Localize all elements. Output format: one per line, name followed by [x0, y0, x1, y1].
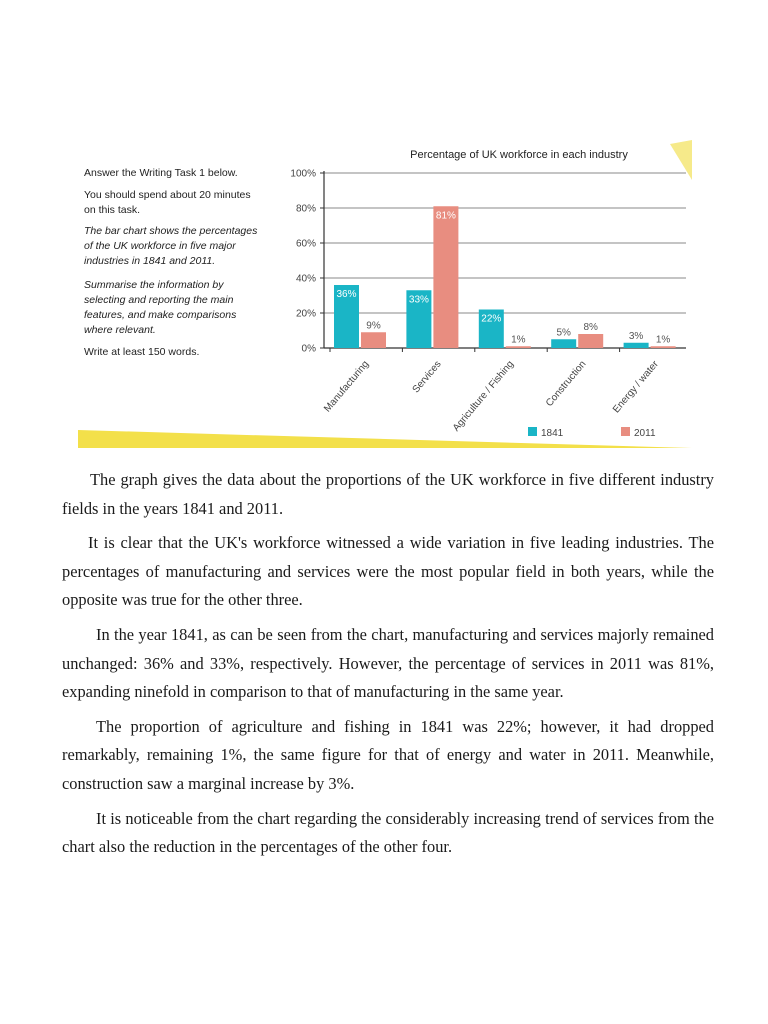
bar-1841	[551, 339, 576, 348]
legend-label-1841: 1841	[541, 428, 564, 439]
legend-swatch-2011	[621, 427, 630, 436]
data-label: 3%	[628, 330, 644, 342]
legend	[528, 427, 656, 439]
data-label: 81%	[435, 210, 456, 222]
legend-swatch-1841	[528, 427, 537, 436]
chart-title: Percentage of UK workforce in each industry	[410, 149, 628, 161]
y-tick-label: 20%	[295, 308, 316, 320]
yellow-stripe-top	[670, 140, 692, 180]
y-tick-label: 0%	[301, 343, 316, 355]
bar-2011	[651, 346, 676, 348]
bar-2011	[578, 334, 603, 348]
essay-paragraph: It is noticeable from the chart regarding the considerably increasing trend of services from the chart also the reduction in the percentages of the other four.	[62, 808, 714, 857]
legend-label-2011: 2011	[634, 428, 656, 439]
y-tick-label: 100%	[290, 168, 316, 180]
bar-2011	[506, 346, 531, 348]
essay-paragraph: The proportion of agriculture and fishing in 1841 was 22%; however, it had dropped remarkably, remaining 1%, the same figure for that of energy and water in 2011. Meanwhile, construction saw a marginal increase by 3%.	[62, 716, 714, 793]
category-label: Manufacturing	[322, 358, 372, 415]
essay-paragraph: In the year 1841, as can be seen from the chart, manufacturing and services majorly remained unchanged: 36% and 33%, respectively. However, the percentage of services in 2011 was 81%, expanding ninefold in comparison to that of manufacturing in the same year.	[62, 624, 714, 702]
data-label: 9%	[366, 320, 381, 332]
category-label: Services	[410, 358, 444, 396]
data-label: 1%	[511, 334, 526, 346]
y-tick-label: 40%	[295, 273, 316, 285]
data-label: 36%	[336, 289, 357, 300]
task-figure-svg	[78, 140, 692, 448]
essay-paragraph: It is clear that the UK's workforce witnessed a wide variation in five leading industries. The percentages of manufacturing and services were the most popular field in both years, while the opposite was true for the other three.	[62, 533, 714, 610]
chart-area	[290, 169, 686, 434]
y-tick-label: 60%	[295, 238, 316, 250]
task-instructions	[84, 167, 258, 358]
essay	[62, 466, 714, 868]
task-line: Write at least 150 words.	[84, 346, 200, 358]
data-label: 22%	[481, 313, 502, 325]
task-summary-line: where relevant.	[84, 324, 156, 336]
task-desc-line: of the UK workforce in five major	[84, 240, 236, 252]
task-line: on this task.	[84, 204, 141, 216]
category-label: Energy / water	[611, 358, 661, 416]
bar-2011	[433, 206, 458, 348]
y-tick-label: 80%	[295, 203, 316, 215]
category-label: Agriculture / Fishing	[450, 358, 517, 434]
data-label: 5%	[556, 327, 571, 339]
task-desc-line: The bar chart shows the percentages	[84, 225, 258, 237]
data-label: 8%	[583, 322, 598, 333]
task-summary-line: features, and make comparisons	[84, 309, 237, 321]
bar-2011	[361, 332, 386, 348]
task-summary-line: Summarise the information by	[84, 279, 224, 291]
category-label: Construction	[543, 358, 589, 409]
data-label: 33%	[408, 294, 429, 306]
task-figure	[78, 140, 692, 448]
task-line: You should spend about 20 minutes	[84, 189, 251, 201]
task-summary-line: selecting and reporting the main	[84, 294, 234, 306]
task-desc-line: industries in 1841 and 2011.	[84, 255, 216, 267]
yellow-stripe-bottom	[78, 430, 692, 448]
task-line: Answer the Writing Task 1 below.	[84, 167, 238, 179]
bar-1841	[624, 343, 649, 348]
data-label: 1%	[655, 334, 671, 346]
essay-paragraph: The graph gives the data about the proportions of the UK workforce in five different industry fields in the years 1841 and 2011.	[62, 470, 714, 518]
